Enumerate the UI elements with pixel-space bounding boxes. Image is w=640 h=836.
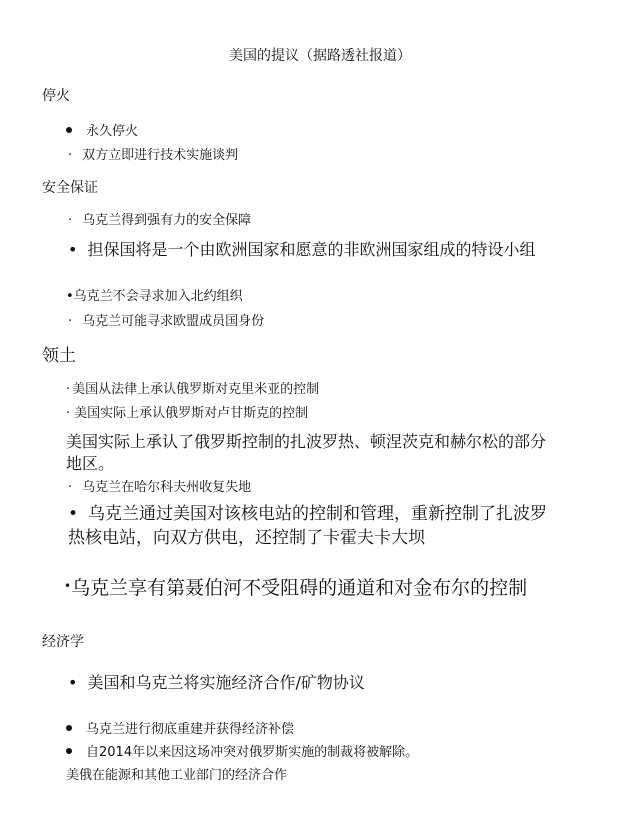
section-heading-economics: 经济学	[42, 634, 84, 650]
bullet-icon: •	[68, 504, 79, 524]
list-item: •乌克兰不会寻求加入北约组织	[66, 289, 243, 304]
list-item-text: 热核电站，向双方供电，还控制了卡霍夫卡大坝	[68, 528, 425, 548]
bullet-icon: ·	[68, 213, 73, 228]
list-item: • 美国和乌克兰将实施经济合作/矿物协议	[68, 673, 365, 692]
list-item: · 美国实际上承认俄罗斯对卢甘斯克的控制	[66, 406, 309, 421]
list-item: 乌克兰进行彻底重建并获得经济补偿	[66, 722, 294, 738]
list-item: • 乌克兰通过美国对该核电站的控制和管理，重新控制了扎波罗	[68, 504, 548, 524]
bullet-icon	[66, 748, 72, 754]
bullet-icon: ·	[68, 314, 73, 329]
bullet-icon: •	[64, 579, 72, 593]
list-item: 自2014年以来因这场冲突对俄罗斯实施的制裁将被解除。	[66, 745, 418, 761]
list-item: 永久停火	[66, 124, 138, 140]
document-title: 美国的提议（据路透社报道）	[229, 48, 411, 64]
bullet-icon: ·	[68, 480, 73, 495]
list-item: · 美国从法律上承认俄罗斯对克里米亚的控制	[66, 382, 320, 397]
list-item: · 乌克兰得到强有力的安全保障	[68, 213, 252, 228]
list-item-text: 美国实际上承认了俄罗斯控制的扎波罗热、顿涅茨克和赫尔松的部分	[66, 432, 547, 451]
bullet-icon: •	[68, 240, 78, 259]
bullet-icon: ·	[66, 406, 71, 421]
bullet-icon: ·	[66, 382, 71, 397]
list-item-text: 地区。	[66, 454, 115, 473]
list-item: · 双方立即进行技术实施谈判	[68, 148, 239, 163]
list-item: •乌克兰享有第聂伯河不受阻碍的通道和对金布尔的控制	[64, 577, 528, 599]
bullet-icon: •	[68, 673, 78, 692]
bullet-icon	[66, 725, 72, 731]
list-item: · 乌克兰在哈尔科夫州收复失地	[68, 480, 252, 495]
section-heading-security: 安全保证	[42, 180, 98, 196]
section-heading-ceasefire: 停火	[42, 88, 70, 104]
list-item: • 担保国将是一个由欧洲国家和愿意的非欧洲国家组成的特设小组	[68, 240, 536, 259]
list-item: · 乌克兰可能寻求欧盟成员国身份	[68, 314, 265, 329]
bullet-icon: ·	[68, 148, 73, 163]
bullet-icon: •	[66, 289, 74, 304]
section-heading-territory: 领土	[42, 346, 76, 366]
bullet-icon	[66, 127, 72, 133]
list-item-text: 美俄在能源和其他工业部门的经济合作	[66, 768, 288, 783]
